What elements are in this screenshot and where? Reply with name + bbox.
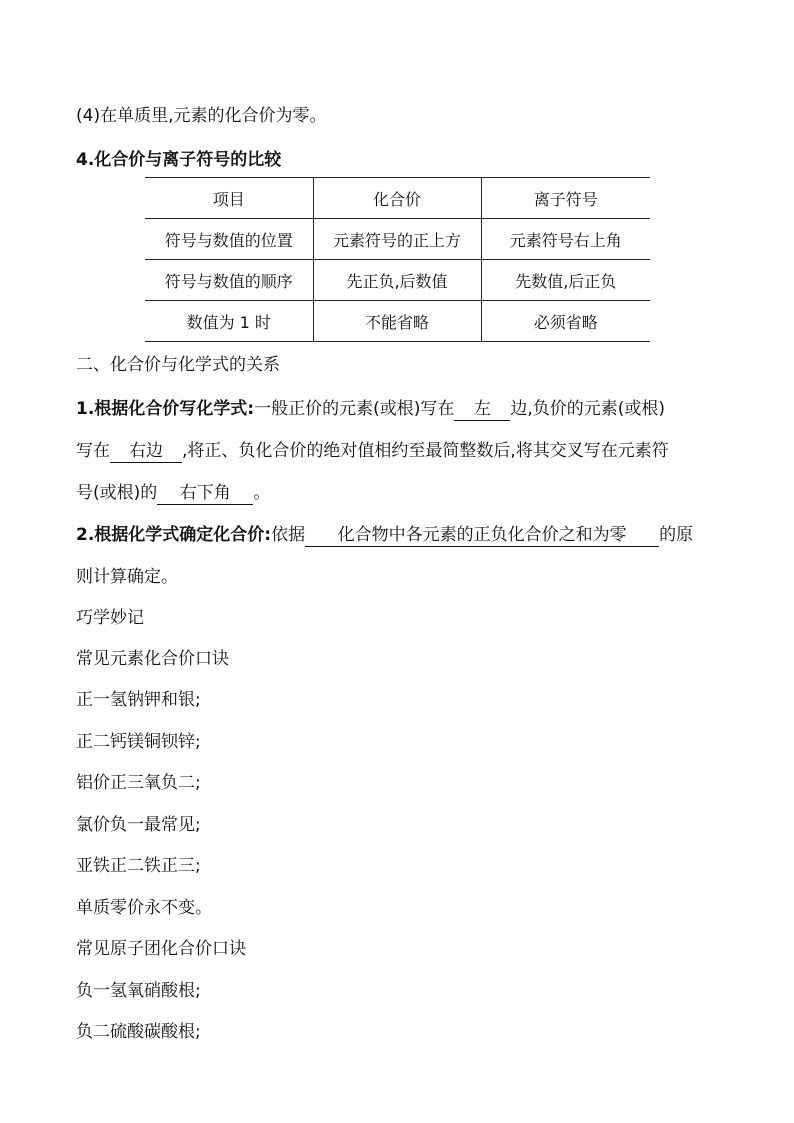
group-mnemonic-line: 负二硫酸碳酸根; [76,1022,201,1042]
table-row [145,260,650,301]
table-header-cell: 项目 [145,178,313,219]
table-cell: 不能省略 [313,301,481,342]
mnemonic-line: 铝价正三氧负二; [76,773,201,793]
mnemonic-line: 氯价负一最常见; [76,815,201,835]
table-row [145,301,650,342]
paragraph-1-text: 一般正价的元素(或根)写在 [254,399,455,419]
fill-blank-answer: 右下角 [157,482,253,505]
item-4-text: (4)在单质里,元素的化合价为零。 [76,106,327,126]
table-cell: 符号与数值的顺序 [145,260,313,301]
table-header-cell: 化合价 [313,178,481,219]
paragraph-1-line-2 [76,439,669,463]
table-cell: 必须省略 [481,301,650,342]
group-mnemonic-title: 常见原子团化合价口诀 [76,939,246,959]
table-header-row [145,178,650,219]
table-header-cell: 离子符号 [481,178,650,219]
table-cell: 数值为 1 时 [145,301,313,342]
comparison-table [145,177,650,342]
paragraph-1-text: 写在 [76,441,110,461]
mnemonic-line: 正二钙镁铜钡锌; [76,732,201,752]
table-row [145,219,650,260]
paragraph-1-text: 号(或根)的 [76,483,158,503]
paragraph-1-label: 1.根据化合价写化学式: [76,399,255,419]
paragraph-2-text: 依据 [271,525,306,545]
table-cell: 先正负,后数值 [313,260,481,301]
fill-blank-answer: 左 [454,398,510,421]
paragraph-2-line-2: 则计算确定。 [76,567,178,587]
table-cell: 元素符号的正上方 [313,219,481,260]
mnemonic-title: 常见元素化合价口诀 [76,649,229,669]
group-mnemonic-line: 负一氢氧硝酸根; [76,981,201,1001]
paragraph-1-text: ,将正、负化合价的绝对值相约至最简整数后,将其交叉写在元素符 [182,441,669,461]
paragraph-1-line-3 [76,481,270,505]
mnemonic-line: 亚铁正二铁正三; [76,856,201,876]
mnemonic-line: 单质零价永不变。 [76,898,212,918]
part-2-title: 二、化合价与化学式的关系 [76,355,280,375]
mnemonic-line: 正一氢钠钾和银; [76,690,201,710]
table-cell: 符号与数值的位置 [145,219,313,260]
paragraph-2-label: 2.根据化学式确定化合价: [76,525,272,545]
paragraph-1-text: 。 [253,483,271,503]
fill-blank-answer: 右边 [110,440,182,463]
table-cell: 先数值,后正负 [481,260,650,301]
paragraph-1-line-1 [76,397,665,421]
paragraph-2-text: 的原 [659,525,694,545]
paragraph-1-text: 边,负价的元素(或根) [510,399,666,419]
table-cell: 元素符号右上角 [481,219,650,260]
paragraph-2-line-1 [76,523,693,547]
section-4-title: 4.化合价与离子符号的比较 [76,150,282,170]
tip-title: 巧学妙记 [76,608,144,628]
fill-blank-answer: 化合物中各元素的正负化合价之和为零 [305,524,659,547]
